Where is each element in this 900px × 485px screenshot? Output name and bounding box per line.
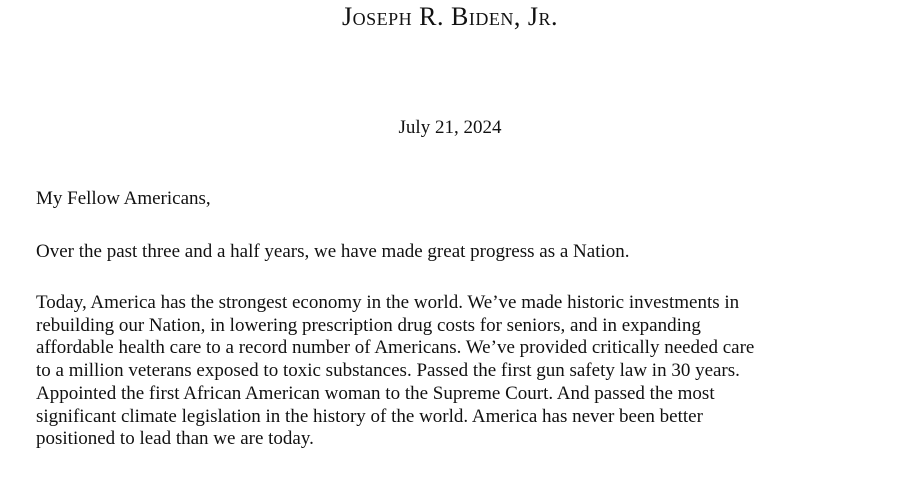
paragraph-line: Over the past three and a half years, we have made great progress as a Nation. — [36, 241, 630, 262]
paragraph-1 — [36, 240, 876, 264]
paragraph-line: positioned to lead than we are today. — [36, 428, 314, 450]
salutation: My Fellow Americans, — [36, 188, 211, 209]
paragraph-line: Today, America has the strongest economy in the world. We’ve made historic investments in — [36, 292, 740, 313]
paragraph-line: significant climate legislation in the history of the world. America has never been better — [36, 405, 703, 427]
paragraph-line: to a million veterans exposed to toxic substances. Passed the first gun safety law in 30 years. — [36, 360, 740, 382]
paragraph-line: Appointed the first African American woman to the Supreme Court. And passed the most — [36, 382, 715, 404]
letter-date: July 21, 2024 — [398, 117, 502, 138]
paragraph-2 — [36, 292, 886, 451]
paragraph-line: rebuilding our Nation, in lowering prescription drug costs for seniors, and in expanding — [36, 314, 701, 336]
letterhead-name: Joseph R. Biden, Jr. — [342, 2, 558, 31]
paragraph-line: affordable health care to a record number of Americans. We’ve provided critically needed care — [36, 337, 755, 359]
